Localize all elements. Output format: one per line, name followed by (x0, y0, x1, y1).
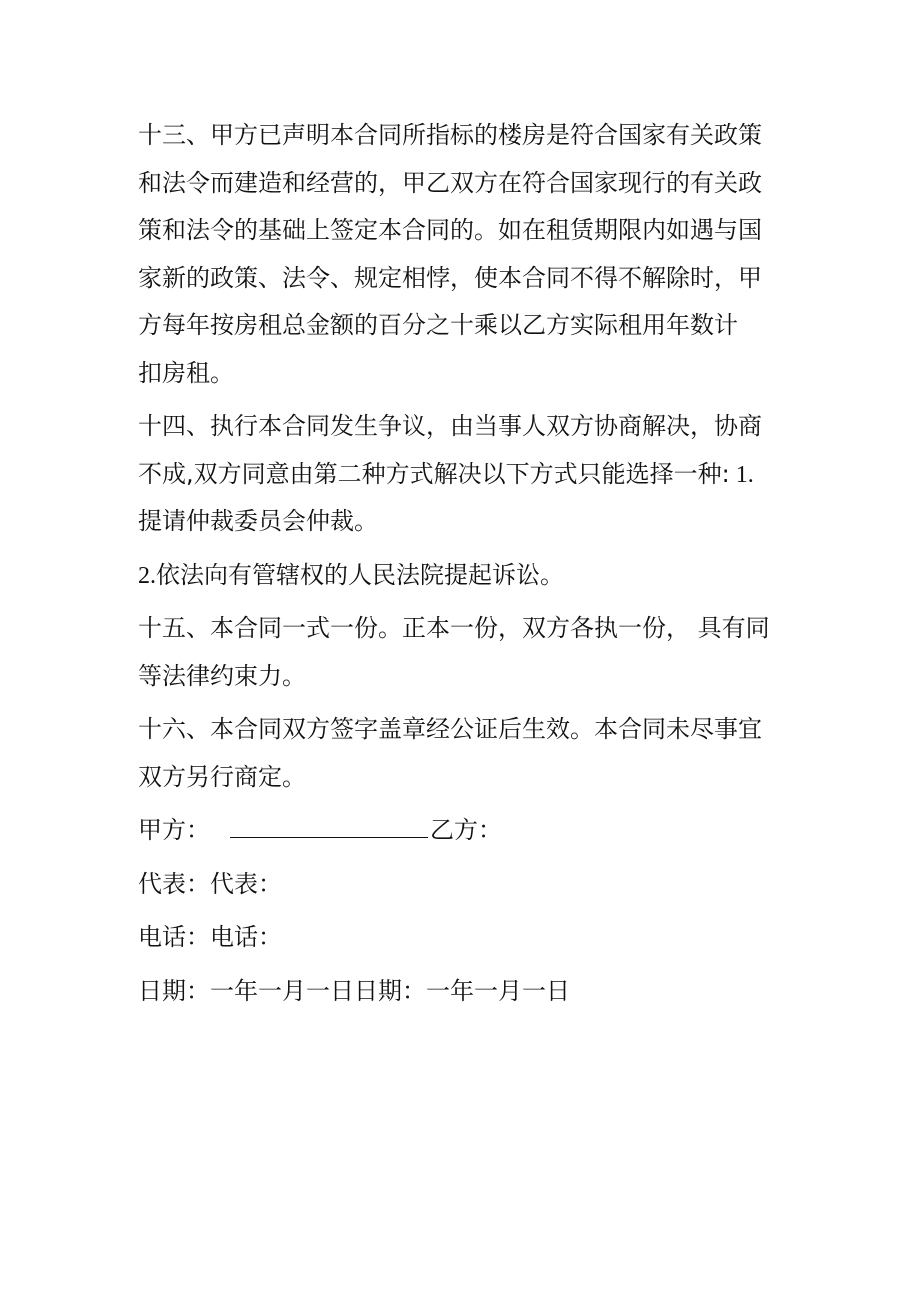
option-1-number: 1. (729, 461, 754, 488)
date-line: 日期：一年一月一日日期：一年一月一日 (138, 976, 570, 1005)
clause-13-line-6: 扣房租。 (138, 358, 234, 387)
clause-13-line-3: 策和法令的基础上签定本合同的。如在租赁期限内如遇与国 (138, 216, 762, 244)
contract-text (138, 112, 798, 1015)
party-b-label: 乙方： (430, 816, 502, 844)
clause-14-line-3: 提请仲裁委员会仲裁。 (138, 507, 378, 535)
option-2-number: 2. (138, 562, 156, 589)
clause-16-line-1: 十六、本合同双方签字盖章经公证后生效。本合同未尽事宜 (138, 715, 762, 743)
representative-line: 代表：代表： (138, 869, 282, 898)
clause-15-line-2: 等法律约束力。 (138, 661, 306, 690)
clause-15-line-1: 十五、本合同一式一份。正本一份，双方各执一份， 具有同 (138, 614, 770, 642)
clause-16-line-2: 双方另行商定。 (138, 762, 306, 791)
clause-14-line-2 (138, 451, 798, 499)
option-2-text: 依法向有管辖权的人民法院提起诉讼。 (156, 560, 564, 589)
clause-13-line-4: 家新的政策、法令、规定相悖，使本合同不得不解除时，甲 (138, 263, 762, 292)
party-a-label: 甲方： (138, 816, 210, 844)
phone-line: 电话：电话： (138, 923, 282, 951)
clause-14-option-2 (138, 552, 798, 600)
party-a-signature-blank (230, 811, 428, 838)
clause-13-line-5: 方每年按房租总金额的百分之十乘以乙方实际租用年数计 (138, 311, 738, 339)
signature-parties-line (138, 807, 798, 855)
clause-14-line-2-text: 不成,双方同意由第二种方式解决以下方式只能选择一种: (138, 459, 730, 488)
clause-13-line-1: 十三、甲方已声明本合同所指标的楼房是符合国家有关政策 (138, 121, 762, 149)
clause-14-line-1: 十四、执行本合同发生争议，由当事人双方协商解决，协商 (138, 412, 762, 440)
clause-13-line-2: 和法令而建造和经营的，甲乙双方在符合国家现行的有关政 (138, 168, 762, 197)
